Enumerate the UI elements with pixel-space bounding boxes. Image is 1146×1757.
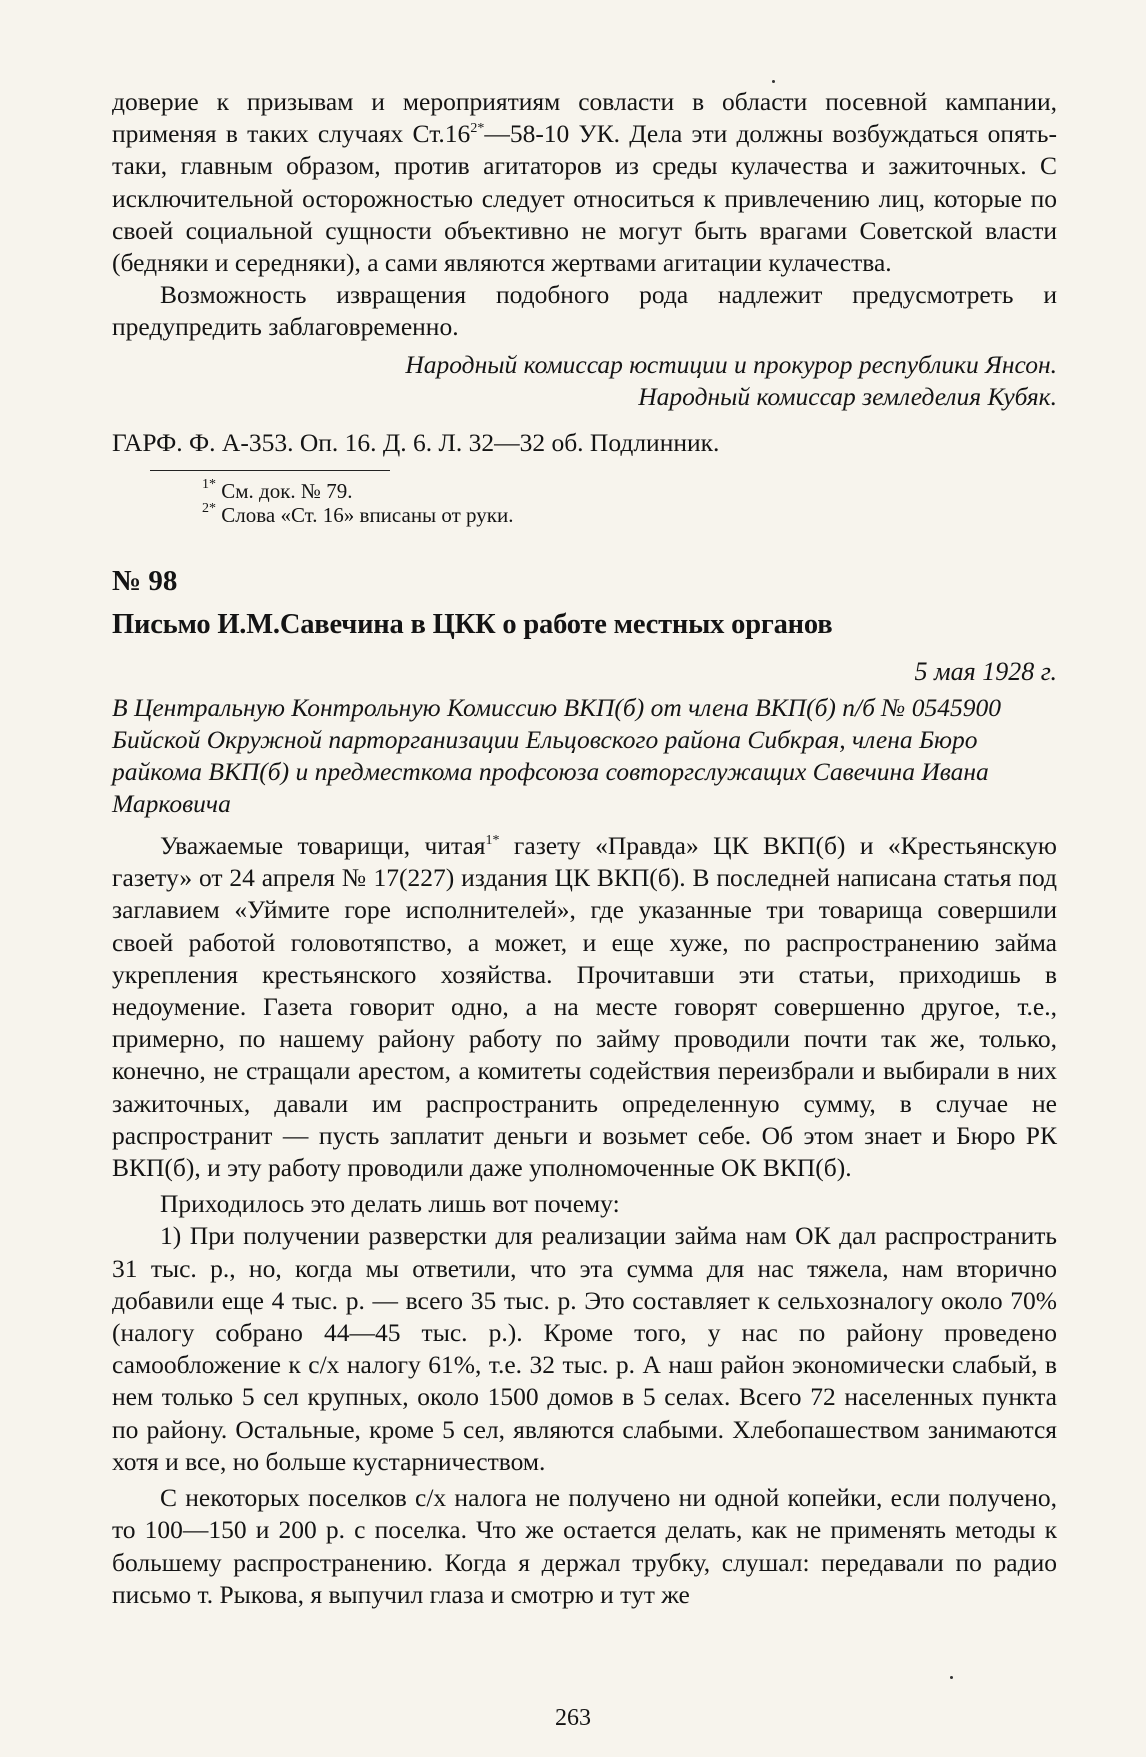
signature-agriculture: Народный комиссар земледелия Кубяк.	[638, 381, 1057, 411]
footnote-1: $^{1*}$ См. док. № 79.	[202, 476, 353, 503]
signature-justice: Народный комиссар юстиции и прокурор республики Янсон.	[405, 349, 1057, 379]
footnote-mark: 1*	[485, 833, 500, 849]
signatures	[112, 349, 1057, 413]
body-paragraph-3: 1) При получении разверстки для реализации займа нам ОК дал распространить 31 тыс. р., но, когда мы ответили, что эта сумма для нас тяжела, нам вторично добавили еще 4 тыс. р. — всего 35 тыс. р. Это составляет к сельхозналогу около 70% (налогу собрано 44—45 тыс. р.). Кроме того, у нас по району проведено самообложение к с/х налогу 61%, т.е. 32 тыс. р. А наш район экономически слабый, в нем только 5 сел крупных, около 1500 домов в 5 селах. Всего 72 населенных пункта по району. Остальные, кроме 5 сел, являются слабыми. Хлебопашеством занимаются хотя и все, но больше кустарничеством.	[112, 1221, 1057, 1476]
body-paragraph-4: С некоторых поселков с/х налога не получено ни одной копейки, если получено, то 100—150 и 200 р. с поселка. Что же остается делать, как не применять методы к большему распространению. Когда я держал трубку, слушал: передавали по радио письмо т. Рыкова, я выпучил глаза и смотрю и тут же	[112, 1483, 1057, 1609]
intro-paragraph-1: доверие к призывам и мероприятиям совласти в области посевной кампании, применяя в таких случаях $Ст.16^{2*}—58-10$ УК. Дела эти должны возбуждаться опять-таки, главным образом, против агитаторов из среды кулачества и зажиточных. С исключительной осторожностью следует относиться к привлечению лиц, которые по своей социальной сущности объективно не могут быть врагами Советской власти (бедняки и середняки), а сами являются жертвами агитации кулачества.	[112, 87, 1057, 278]
footnote-mark: 2*	[470, 121, 485, 137]
body-paragraph-2: Приходилось это делать лишь вот почему:	[160, 1189, 620, 1219]
text-column	[112, 86, 1057, 1611]
document-date: 5 мая 1928 г.	[914, 656, 1057, 686]
document-address: В Центральную Контрольную Комиссию ВКП(б) от члена ВКП(б) п/б № 0545900 Бийской Окружной парторганизации Ельцовского района Сибкрая, члена Бюро райкома ВКП(б) и предместкома профсоюза совторгслужащих Савечина Ивана Марковича	[112, 693, 1001, 819]
body-paragraph-1: Уважаемые товарищи, читая$^{1*}$ газету «Правда» ЦК ВКП(б) и «Крестьянскую газету» от 24 апреля № 17(227) издания ЦК ВКП(б). В последней написана статья под заглавием «Уймите горе исполнителей», где указанные три товарища совершили своей работой головотяпство, а может, и еще хуже, по распространению займа укрепления крестьянского хозяйства. Прочитавши эти статьи, приходишь в недоумение. Газета говорит одно, а на месте говорят совершенно другое, т.е., примерно, по нашему району работу по займу проводили почти так же, только, конечно, не стращали арестом, а комитеты содействия переизбрали и выбирали в них зажиточных, давали им распространить определенную сумму, в случае не распространит — пусть заплатит деньги и возьмет себе. Об этом знает и Бюро РК ВКП(б), и эту работу проводили даже уполномоченные ОК ВКП(б).	[112, 831, 1057, 1183]
document-title: Письмо И.М.Савечина в ЦКК о работе местных органов	[112, 608, 833, 640]
print-speck	[950, 1676, 953, 1679]
archive-reference: ГАРФ. Ф. А-353. Оп. 16. Д. 6. Л. 32—32 об. Подлинник.	[112, 427, 720, 457]
letter-body	[112, 830, 1057, 1611]
intro-paragraph-2: Возможность извращения подобного рода надлежит предусмотреть и предупредить заблаговременно.	[112, 280, 1057, 342]
page-number: 263	[555, 1705, 591, 1731]
document-number: № 98	[112, 564, 178, 597]
print-speck	[772, 80, 775, 83]
footnote-divider	[150, 470, 390, 471]
footnote-2: $^{2*}$ Слова «Ст. 16» вписаны от руки.	[202, 501, 514, 528]
